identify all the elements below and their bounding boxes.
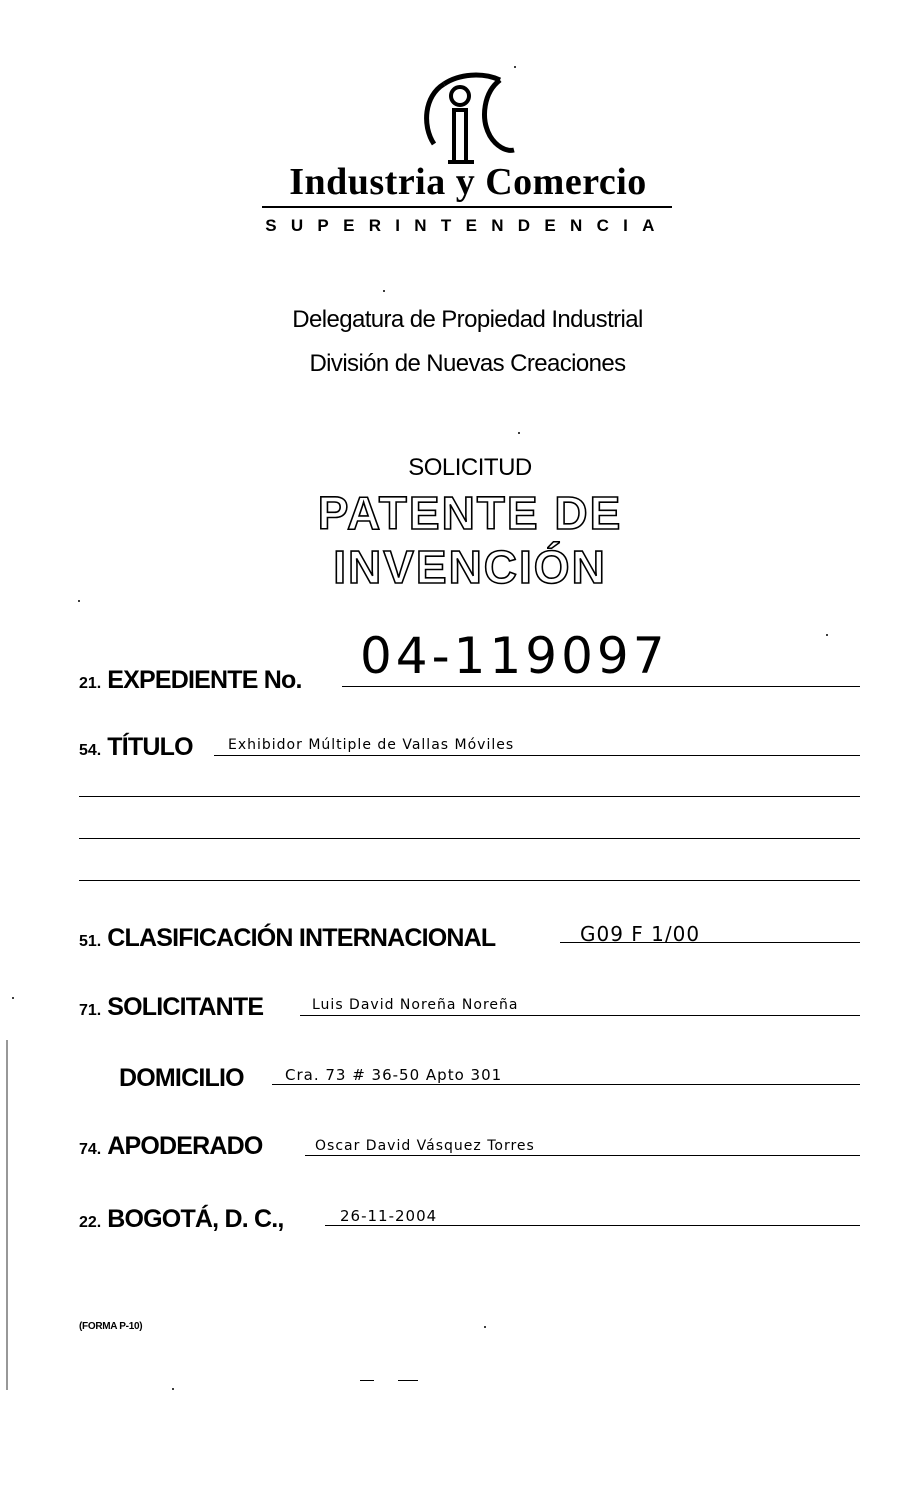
brand-title: Industria y Comercio: [289, 161, 647, 203]
scan-speck: [172, 1388, 174, 1390]
field-domicilio-value: Cra. 73 # 36-50 Apto 301: [285, 1066, 503, 1084]
field-label-text: CLASIFICACIÓN INTERNACIONAL: [107, 924, 496, 952]
field-apoderado-line: [305, 1155, 860, 1156]
field-apoderado-label: [79, 1132, 263, 1161]
field-titulo-line-4: [79, 880, 860, 881]
brand-divider: [262, 206, 672, 208]
field-number: 74.: [79, 1141, 102, 1158]
field-label-text: APODERADO: [107, 1132, 263, 1160]
field-titulo-value: Exhibidor Múltiple de Vallas Móviles: [228, 737, 515, 753]
field-domicilio-line: [272, 1084, 860, 1085]
field-bogota-line: [325, 1225, 860, 1226]
scan-speck: [514, 66, 516, 68]
brand-subtitle: SUPERINTENDENCIA: [265, 216, 669, 235]
scan-speck: [484, 1326, 486, 1328]
field-clasificacion-line: [560, 942, 860, 943]
scan-edge-mark: [6, 1040, 8, 1390]
field-clasificacion-label: [79, 924, 495, 953]
field-solicitante-label: [79, 993, 263, 1022]
form-kind: SOLICITUD: [408, 454, 532, 481]
field-titulo-line-3: [79, 838, 860, 839]
field-label-text: BOGOTÁ, D. C.,: [107, 1205, 284, 1233]
scan-speck: [398, 1380, 418, 1381]
field-number: 51.: [79, 933, 102, 950]
field-expediente-value: 04-119097: [360, 627, 669, 685]
field-label-text: SOLICITANTE: [107, 993, 264, 1021]
scan-speck: [518, 432, 520, 434]
form-title: PATENTE DE INVENCIÓN: [317, 487, 623, 593]
scan-speck: [12, 997, 14, 999]
field-number: 54.: [79, 742, 102, 759]
field-expediente-line: [342, 686, 860, 687]
field-apoderado-value: Oscar David Vásquez Torres: [315, 1138, 535, 1154]
form-code: (FORMA P-10): [79, 1321, 143, 1332]
field-bogota-value: 26-11-2004: [340, 1207, 438, 1225]
field-titulo-label: [79, 733, 193, 762]
scan-speck: [360, 1380, 374, 1381]
superintendencia-logo: [414, 66, 524, 174]
field-number: 22.: [79, 1214, 102, 1231]
field-titulo-line-2: [79, 796, 860, 797]
scan-speck: [78, 600, 80, 602]
office-line-2: División de Nuevas Creaciones: [309, 350, 626, 377]
scan-speck: [826, 634, 828, 636]
field-solicitante-value: Luis David Noreña Noreña: [312, 997, 519, 1013]
field-bogota-label: [79, 1205, 284, 1234]
scan-speck: [383, 290, 385, 292]
field-label-text: TÍTULO: [107, 733, 193, 761]
field-expediente-label: [79, 666, 302, 695]
field-clasificacion-value: G09 F 1/00: [580, 922, 701, 946]
office-line-1: Delegatura de Propiedad Industrial: [292, 306, 643, 333]
field-titulo-line: [214, 755, 860, 756]
field-domicilio-label: DOMICILIO: [119, 1064, 244, 1092]
field-number: 71.: [79, 1002, 102, 1019]
field-number: 21.: [79, 675, 102, 692]
field-solicitante-line: [300, 1015, 860, 1016]
field-label-text: EXPEDIENTE No.: [107, 666, 302, 694]
